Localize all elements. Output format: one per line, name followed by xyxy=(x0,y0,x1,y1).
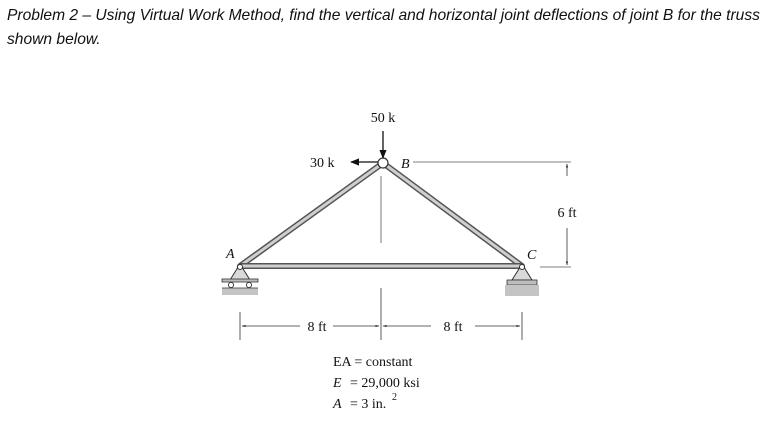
joint-a-label: A xyxy=(226,247,235,262)
property-e-value: = 29,000 ksi xyxy=(350,376,420,391)
height-dimension-label: 6 ft xyxy=(557,206,577,221)
problem-statement: Problem 2 – Using Virtual Work Method, find the vertical and horizontal joint deflections of joint B for the truss shown below. xyxy=(7,7,760,48)
joint-b-pin xyxy=(378,158,388,168)
member-ab xyxy=(240,163,383,266)
joint-b-label: B xyxy=(401,157,410,172)
right-span-label: 8 ft xyxy=(443,320,463,335)
property-a-symbol: A xyxy=(333,397,342,412)
member-bc xyxy=(383,163,522,266)
left-span-label: 8 ft xyxy=(307,320,327,335)
vertical-load-label: 50 k xyxy=(370,111,396,126)
joint-c-label: C xyxy=(527,248,537,263)
section-properties xyxy=(332,355,420,412)
property-a-exponent: 2 xyxy=(392,392,397,403)
span-dimension xyxy=(240,288,522,340)
horizontal-load-label: 30 k xyxy=(310,156,335,171)
property-a-value: = 3 in. xyxy=(350,397,387,412)
property-e-symbol: E xyxy=(333,376,342,391)
property-ea: EA = constant xyxy=(333,355,413,370)
